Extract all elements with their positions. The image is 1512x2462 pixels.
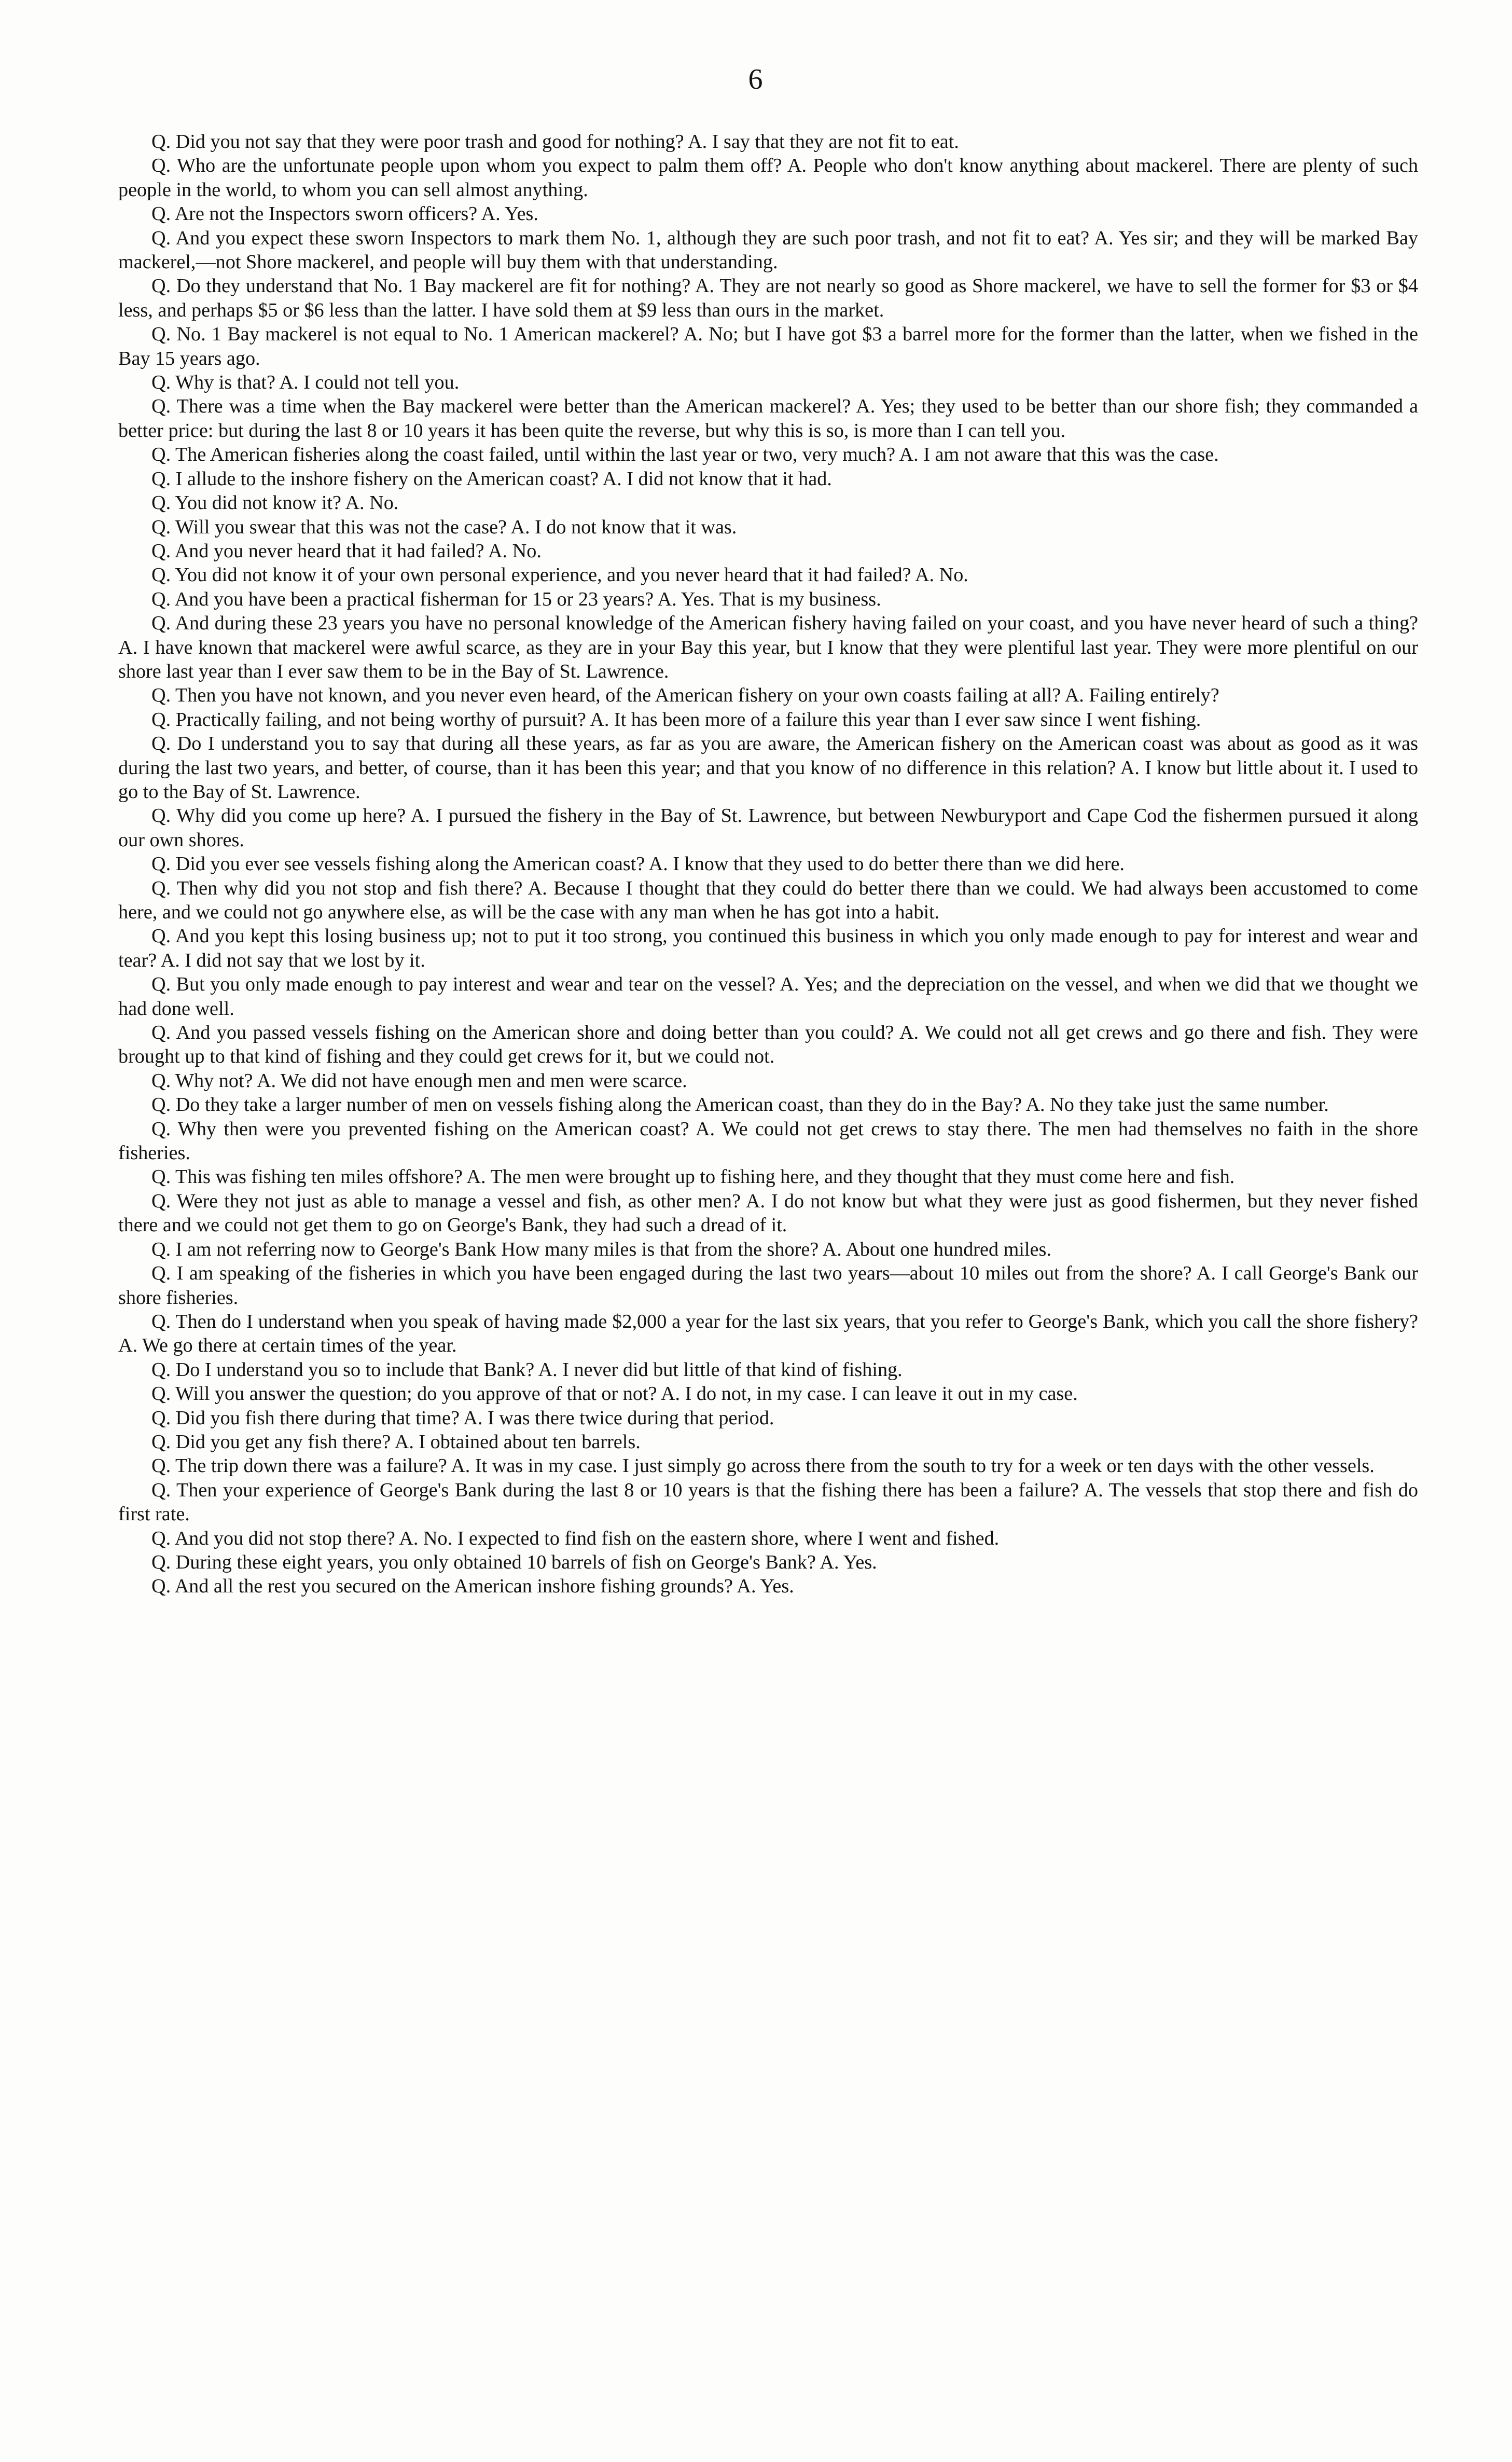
page-number: 6 [748,63,764,95]
qa-paragraph: Q. Were they not just as able to manage a vessel and fish, as other men? A. I do not know but what they were just as good fishermen, but they never fished there and we could not get them to go on George's Bank, they had such a dread of it. [118,1190,1418,1236]
qa-paragraph: Q. Why did you come up here? A. I pursued the fishery in the Bay of St. Lawrence, but between Newburyport and Cape Cod the fishermen pursued it along our own shores. [118,805,1418,851]
qa-paragraph: Q. Did you ever see vessels fishing along the American coast? A. I know that they used to do better there than we did here. [151,853,1125,875]
qa-paragraph: Q. The American fisheries along the coast failed, until within the last year or two, very much? A. I am not aware that this was the case. [151,444,1219,466]
qa-paragraph: Q. The trip down there was a failure? A. It was in my case. I just simply go across there from the south to try for a week or ten days with the other vessels. [151,1455,1375,1477]
qa-paragraph: Q. And you expect these sworn Inspectors to mark them No. 1, although they are such poor trash, and not fit to eat? A. Yes sir; and they will be marked Bay mackerel,—not Shore mackerel, and people will buy them with that understanding. [118,227,1418,273]
qa-paragraph: Q. Did you not say that they were poor trash and good for nothing? A. I say that they are not fit to eat. [151,131,959,153]
qa-paragraph: Q. And you never heard that it had failed? A. No. [151,540,542,562]
qa-paragraph: Q. But you only made enough to pay interest and wear and tear on the vessel? A. Yes; and the depreciation on the vessel, and when we did that we thought we had done well. [118,973,1418,1020]
qa-paragraph: Q. And you kept this losing business up; not to put it too strong, you continued this business in which you only made enough to pay for interest and wear and tear? A. I did not say that we lost by it. [118,925,1418,971]
qa-paragraph: Q. Do I understand you so to include that Bank? A. I never did but little of that kind of fishing. [151,1358,903,1381]
qa-paragraph: Q. And you have been a practical fisherman for 15 or 23 years? A. Yes. That is my business. [151,588,881,610]
qa-paragraph: Q. And you did not stop there? A. No. I expected to find fish on the eastern shore, where I went and fished. [151,1527,1000,1549]
qa-paragraph: Q. Then do I understand when you speak of having made $2,000 a year for the last six years, that you refer to George's Bank, which you call the shore fishery? A. We go there at certain times of the year. [118,1310,1418,1357]
qa-paragraph: Q. Then why did you not stop and fish there? A. Because I thought that they could do better there than we could. We had always been accustomed to come here, and we could not go anywhere else, as will be the case with any man when he has got into a habit. [118,877,1418,923]
qa-paragraph: Q. And you passed vessels fishing on the American shore and doing better than you could? A. We could not all get crews and go there and fish. They were brought up to that kind of fishing and they could get crews for it, but we could not. [118,1022,1418,1068]
qa-paragraph: Q. Do they take a larger number of men on vessels fishing along the American coast, than they do in the Bay? A. No they take just the same number. [151,1094,1329,1116]
qa-paragraph: Q. I am speaking of the fisheries in which you have been engaged during the last two years—about 10 miles out from the shore? A. I call George's Bank our shore fisheries. [118,1262,1418,1309]
qa-paragraph: Q. Who are the unfortunate people upon whom you expect to palm them off? A. People who don't know anything about mackerel. There are plenty of such people in the world, to whom you can sell almost anything. [118,155,1418,201]
qa-paragraph: Q. You did not know it? A. No. [151,492,399,514]
qa-paragraph: Q. Did you fish there during that time? A. I was there twice during that period. [151,1407,774,1429]
qa-paragraph: Q. Will you answer the question; do you approve of that or not? A. I do not, in my case. I can leave it out in my case. [151,1383,1078,1405]
qa-paragraph: Q. Will you swear that this was not the case? A. I do not know that it was. [151,516,737,538]
qa-paragraph: Q. Practically failing, and not being worthy of pursuit? A. It has been more of a failure this year than I ever saw since I went fishing. [151,708,1201,731]
qa-paragraph: Q. Did you get any fish there? A. I obtained about ten barrels. [151,1431,641,1453]
qa-paragraph: Q. During these eight years, you only obtained 10 barrels of fish on George's Bank? A. Yes. [151,1551,877,1573]
qa-paragraph: Q. Why then were you prevented fishing on the American coast? A. We could not get crews to stay there. The men had themselves no faith in the shore fisheries. [118,1118,1418,1164]
qa-paragraph: Q. You did not know it of your own personal experience, and you never heard that it had failed? A. No. [151,564,968,586]
qa-paragraph: Q. Why not? A. We did not have enough men and men were scarce. [151,1069,687,1092]
qa-paragraph: Q. And during these 23 years you have no personal knowledge of the American fishery having failed on your coast, and you have never heard of such a thing? A. I have known that mackerel were awful scarce, as they are in your Bay this year, but I know that they were plentiful last year. They were more plentiful on our shore last year than I ever saw them to be in the Bay of St. Lawrence. [118,612,1418,682]
qa-paragraph: Q. Do they understand that No. 1 Bay mackerel are fit for nothing? A. They are not nearly so good as Shore mackerel, we have to sell the former for $3 or $4 less, and perhaps $5 or $6 less than the latter. I have sold them at $9 less than ours in the market. [118,275,1418,321]
qa-paragraph: Q. Are not the Inspectors sworn officers? A. Yes. [151,203,538,225]
qa-paragraph: Q. This was fishing ten miles offshore? A. The men were brought up to fishing here, and they thought that they must come here and fish. [151,1166,1235,1188]
qa-paragraph: Q. And all the rest you secured on the American inshore fishing grounds? A. Yes. [151,1575,794,1598]
qa-paragraph: Q. Do I understand you to say that during all these years, as far as you are aware, the American fishery on the American coast was about as good as it was during the last two years, and better, of course, than it has been this year; and that you know of no difference in this relation? A. I know but little about it. I used to go to the Bay of St. Lawrence. [118,733,1418,803]
qa-paragraph: Q. No. 1 Bay mackerel is not equal to No. 1 American mackerel? A. No; but I have got $3 a barrel more for the former than the latter, when we fished in the Bay 15 years ago. [118,323,1418,369]
qa-paragraph: Q. Why is that? A. I could not tell you. [151,372,460,394]
testimony-body [118,130,1418,1599]
qa-paragraph: Q. I am not referring now to George's Bank How many miles is that from the shore? A. About one hundred miles. [151,1238,1051,1260]
qa-paragraph: Q. There was a time when the Bay mackerel were better than the American mackerel? A. Yes; they used to be better than our shore fish; they commanded a better price: but during the last 8 or 10 years it has been quite the reverse, but why this is so, is more than I can tell you. [118,395,1418,442]
qa-paragraph: Q. I allude to the inshore fishery on the American coast? A. I did not know that it had. [151,467,832,490]
qa-paragraph: Q. Then you have not known, and you never even heard, of the American fishery on your own coasts failing at all? A. Failing entirely? [151,684,1219,707]
qa-paragraph: Q. Then your experience of George's Bank during the last 8 or 10 years is that the fishing there has been a failure? A. The vessels that stop there and fish do first rate. [118,1479,1418,1525]
